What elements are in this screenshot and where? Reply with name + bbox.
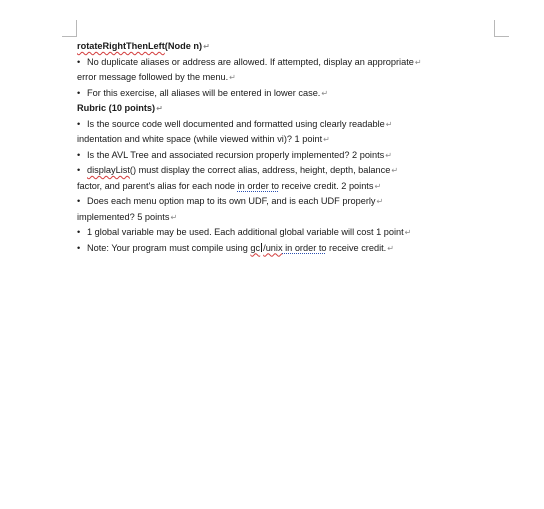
rubric-text: Note: Your program must compile using [87,242,251,253]
rubric-text: 1 global variable may be used. Each additional global variable will cost 1 point [87,227,404,237]
rubric-text: Does each menu option map to its own UDF, and is each UDF properly [87,196,376,206]
rubric-item-global-variable [77,225,462,241]
grammar-flag: in order to [237,180,279,191]
bullet-item-lower-case [77,86,462,102]
rubric-heading-text: Rubric (10 points) [77,103,156,113]
bullet-icon: • [77,56,81,67]
paragraph-mark: ↵ [374,181,382,191]
rubric-text: receive credit. 2 points [278,180,374,191]
rubric-item-display-list [77,163,462,179]
rubric-item-menu-udf [77,194,462,210]
rubric-item-menu-udf-cont [77,210,462,226]
paragraph-mark: ↵ [170,212,178,222]
rubric-item-compile-note [77,241,462,257]
rubric-heading [77,101,462,117]
document-body [77,39,462,256]
rubric-item-avl-tree [77,148,462,164]
paragraph-mark: ↵ [404,228,412,237]
function-heading-args: (Node n) [164,41,203,51]
text-cursor[interactable] [261,243,262,252]
rubric-text: indentation and white space (while viewed within vi)? 1 point [77,134,323,144]
paragraph-mark: ↵ [203,42,210,51]
function-heading [77,39,462,55]
page-margin-corner-top-right [494,20,509,37]
misspelled-word: displayList [87,165,130,175]
bullet-icon: • [77,149,81,160]
bullet-item-no-duplicates [77,55,462,71]
paragraph-mark: ↵ [387,243,394,253]
rubric-item-display-list-cont [77,179,462,195]
rubric-text: implemented? 5 points [77,211,170,222]
bullet-item-no-duplicates-cont [77,70,462,86]
rubric-text: Is the AVL Tree and associated recursion properly implemented? 2 points [87,149,385,160]
rubric-text: Is the source code well documented and formatted using clearly readable [87,118,385,129]
paragraph-mark: ↵ [391,166,399,175]
grammar-flag: in order to [282,242,327,253]
paragraph-mark: ↵ [376,197,384,206]
paragraph-mark: ↵ [156,104,163,113]
paragraph-mark: ↵ [229,73,236,82]
misspelled-word: /unix [263,242,283,253]
paragraph-mark: ↵ [385,119,393,129]
rubric-text: receive credit. [326,242,387,253]
bullet-icon: • [77,196,81,206]
rubric-item-documentation-cont [77,132,462,148]
bullet-text: For this exercise, all aliases will be entered in lower case. [87,87,321,98]
rubric-text: () must display the correct alias, address, height, depth, balance [129,165,391,175]
bullet-icon: • [77,118,81,129]
bullet-icon: • [77,87,81,98]
paragraph-mark: ↵ [321,88,329,98]
misspelled-word: gc [250,242,261,253]
bullet-icon: • [77,242,81,253]
bullet-text: No duplicate aliases or address are allowed. If attempted, display an appropriate [87,56,414,67]
page-margin-corner-top-left [62,20,77,37]
bullet-icon: • [77,227,81,237]
rubric-text: factor, and parent's alias for each node [77,180,238,191]
rubric-item-documentation [77,117,462,133]
bullet-icon: • [77,165,81,175]
paragraph-mark: ↵ [385,150,392,160]
function-heading-name: rotateRightThenLeft [77,41,165,51]
paragraph-mark: ↵ [323,135,330,144]
paragraph-mark: ↵ [414,57,422,67]
bullet-text: error message followed by the menu. [77,72,229,82]
